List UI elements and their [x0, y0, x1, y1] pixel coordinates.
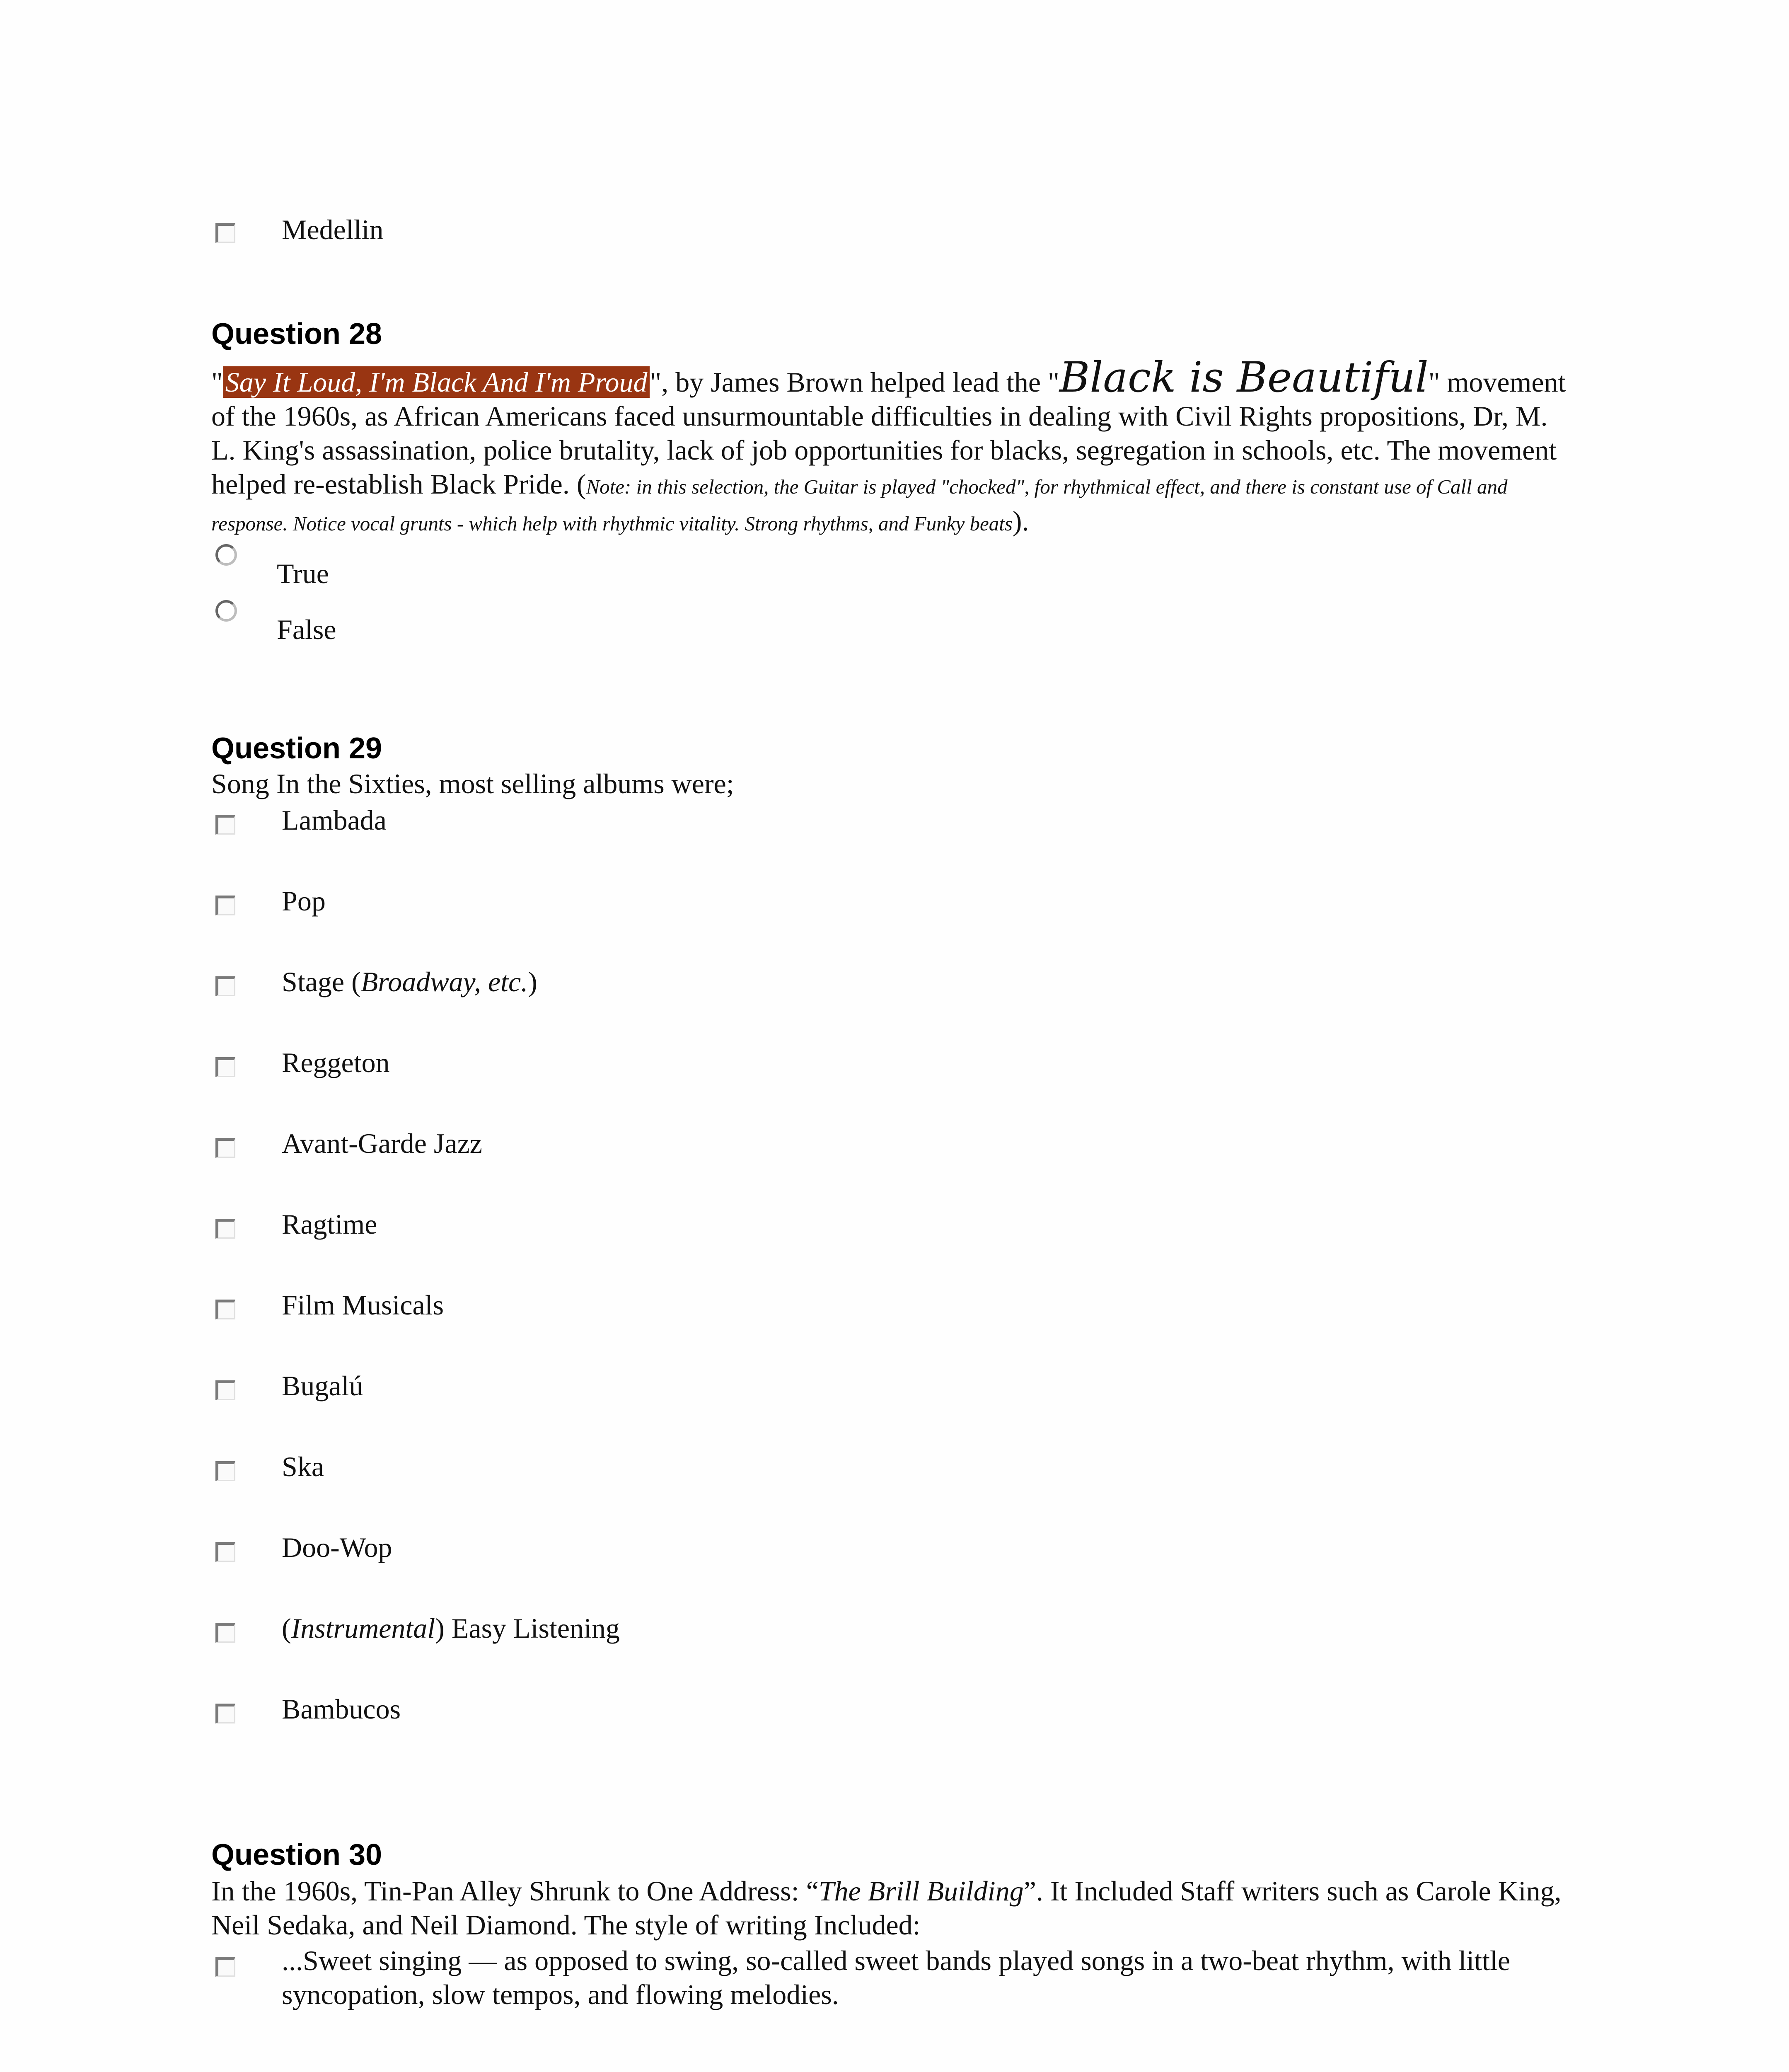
option-label: Bugalú	[282, 1370, 363, 1402]
option-radio-false[interactable]	[215, 600, 237, 622]
option-label: Ska	[282, 1451, 324, 1482]
option-label: ...Sweet singing — as opposed to swing, so-called sweet bands played songs in a two-beat rhythm, with little syncopation, slow tempos, and flowing melodies.	[282, 1945, 1511, 2010]
option-label: Lambada	[282, 804, 387, 836]
option-label: True	[277, 558, 329, 589]
question-title: Question 28	[211, 317, 382, 351]
question-title: Question 30	[211, 1838, 382, 1871]
option-checkbox[interactable]	[215, 1623, 235, 1643]
option-checkbox[interactable]	[215, 1542, 235, 1562]
option-checkbox[interactable]	[215, 1057, 235, 1077]
option-radio-true[interactable]	[215, 544, 237, 566]
option-checkbox[interactable]	[215, 896, 235, 915]
option-checkbox[interactable]	[215, 1380, 235, 1400]
option-label: Bambucos	[282, 1693, 401, 1725]
option-checkbox[interactable]	[215, 976, 235, 996]
option-checkbox[interactable]	[215, 1300, 235, 1319]
option-label: Avant-Garde Jazz	[282, 1128, 482, 1159]
question-title: Question 29	[211, 732, 382, 765]
question-prompt: "Say It Loud, I'm Black And I'm Proud", by James Brown helped lead the "Black is Beautiful" movement of the 1960s, as African Americans faced unsurmountable difficulties in dealing with Civil Rights propositions, Dr, M. L. King's assassination, police brutality, lack of job opportunities for blacks, segregation in schools, etc. The movement helped re-establish Black Pride. (Note: in this selection, the Guitar is played "chocked", for rhythmical effect, and there is constant use of Call and response. Notice vocal grunts - which help with rhythmic vitality. Strong rhythms, and Funky beats).	[211, 353, 1566, 537]
option-label: Reggeton	[282, 1047, 390, 1078]
prompt-text: ”. It Included Staff writers such as Carole King, Neil Sedaka, and Neil Diamond. The style of writing Included:	[211, 1875, 1562, 1941]
option-label: Film Musicals	[282, 1289, 444, 1321]
option-checkbox[interactable]	[215, 1704, 235, 1723]
option-label: Pop	[282, 885, 326, 917]
option-label: Stage (Broadway, etc.)	[282, 966, 537, 997]
option-checkbox[interactable]	[215, 1461, 235, 1481]
option-label: Medellin	[282, 214, 384, 245]
option-checkbox[interactable]	[215, 815, 235, 835]
option-label: Ragtime	[282, 1208, 377, 1240]
option-label: Doo-Wop	[282, 1532, 392, 1563]
question-prompt	[211, 1874, 1579, 1942]
option-label: (Instrumental) Easy Listening	[282, 1612, 620, 1644]
prompt-note: Note: in this selection, the Guitar is played "chocked", for rhythmical effect, and there is constant use of Call and response. Notice vocal grunts - which help with rhythmic vitality. Strong rhythms, and Funky beats	[211, 475, 1508, 535]
option-checkbox[interactable]	[215, 223, 235, 243]
option-checkbox[interactable]	[215, 1219, 235, 1239]
highlighted-song-title: Say It Loud, I'm Black And I'm Proud	[223, 366, 650, 398]
question-prompt: Song In the Sixties, most selling albums were;	[211, 768, 734, 799]
building-name: The Brill Building	[818, 1875, 1024, 1907]
prompt-text: In the 1960s, Tin-Pan Alley Shrunk to One Address: “	[211, 1875, 819, 1907]
option-checkbox[interactable]	[215, 1138, 235, 1158]
prompt-text: ).	[1012, 505, 1029, 537]
prompt-text: " movement of the 1960s, as African Americans faced unsurmountable difficulties in dealing with Civil Rights propositions, Dr, M. L. King's assassination, police brutality, lack of job opportunities for blacks, segregation in schools, etc. The movement helped re-establish Black Pride. (	[211, 366, 1566, 500]
option-checkbox[interactable]	[215, 1957, 235, 1977]
prompt-text: ", by James Brown helped lead the "	[650, 366, 1059, 398]
option-label: False	[277, 614, 336, 645]
movement-name: Black is Beautiful	[1059, 353, 1429, 402]
